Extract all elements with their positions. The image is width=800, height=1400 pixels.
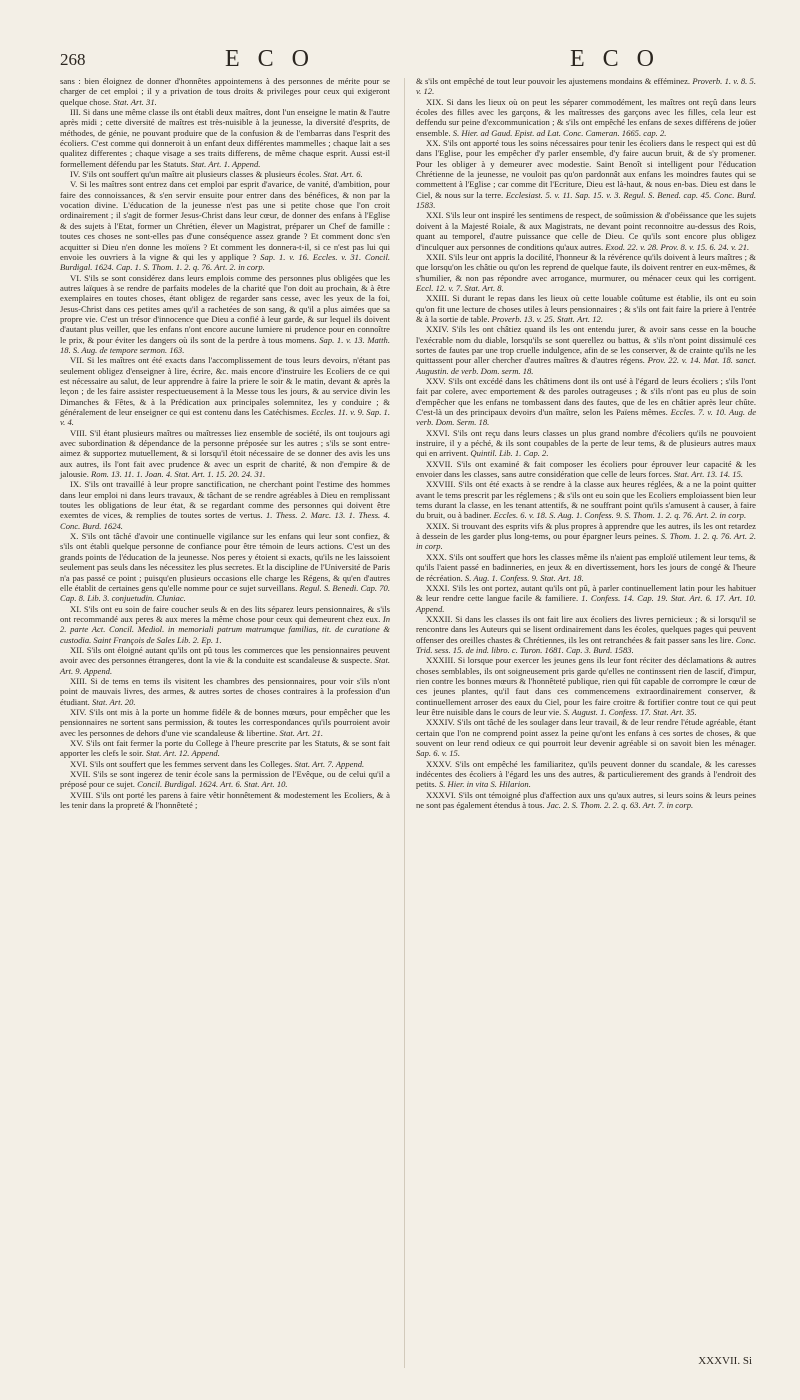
article-paragraph [416,428,756,459]
article-citation: Conc. Trid. sess. 15. de ind. libro. c. Turon. 1681. Cap. 3. Burd. 1583. [416,634,756,655]
article-paragraph [60,707,390,738]
column-divider [404,78,405,1368]
article-citation: Stat. Art. 6. [323,169,363,180]
article-text: XXX. S'ils ont souffert que hors les classes même ils n'aient pas emploïé utilement leur tems, & qu'ils l'aient passé en badinneries, en jeux & en divertissement, hors les jours de congé & l'heure de récréation. [416,551,756,583]
article-text: VII. Si les maîtres ont été exacts dans l'accomplissement de tous leurs devoirs, n'étant pas seulement obligez d'enseigner à lire, écrire, &c. mais encore d'instruire les Ecoliers de ce qui est nécessaire au salut, de leur apprendre à faire la priere le soir & le matin, devant & après la leçon ; de les faire assister respectueusement à la Messe tous les jours, & au service divin les Dimanches & Fêtes, & à la Prédication aux principales solemnitez, les y conduire ; & généralement de leur enseigner ce qui est contenu dans les Catéchismes. [60,355,390,417]
right-column [416,76,756,810]
article-text: XVIII. S'ils ont porté les parens à faire vêtir honnêtement & modestement les Ecoliers, & à les tenir dans la propreté & l'honnêteté ; [60,789,390,811]
article-text: XXI. S'ils leur ont inspiré les sentimens de respect, de soûmission & d'obéissance que les sujets doivent à la Majesté Roiale, & aux Magistrats, ne devant point reconnoitre au-dessus des Rois, quant au temporel, d'autre puissance que celle de Dieu. Ce qu'ils sont encore plus obligez d'inculquer aux personnes de conditions qu'aux autres. [416,210,756,252]
article-text: XXXIII. Si lorsque pour exercer les jeunes gens ils leur font réciter des déclamations & autres choses semblables, ils ont soigneusement pris garde qu'elles ne continssent rien de lascif, d'impur, rien contre les bonnes mœurs & l'honnêteté publique, rien qui fût capable de corrompre le cœur de ces jeunes plantes, qu'il faut dans ces commencemens extraordinairement conserver, & continuellement arroser des eaux du Ciel, pour les faire croitre & fortifier contre tout ce qui peut leur être nuisible dans le cours de leur vie. [416,655,756,717]
article-paragraph [60,76,390,107]
article-citation: Eccl. 12. v. 7. Stat. Art. 8. [416,282,504,293]
article-citation: 1. Thess. 2. Marc. 13. 1. Thess. 4. Conc. Burd. 1624. [60,510,390,531]
article-citation: Proverb. 1. v. 8. 5. v. 12. [416,76,757,97]
article-citation: Regul. S. Benedi. Cap. 70. Cap. 8. Lib. 3. conjuetudin. Cluniac. [60,582,390,604]
left-column [60,76,390,810]
article-paragraph [60,479,390,531]
article-text: & s'ils ont empêché de tout leur pouvoir les ajustemens mondains & efféminez. [416,76,691,86]
article-paragraph [416,717,756,758]
article-citation: Stat. Art. 7. Append. [294,758,365,769]
article-paragraph [416,479,756,520]
article-paragraph [60,107,390,169]
article-text: XV. S'ils ont fait fermer la porte du College à l'heure prescrite par les Statuts, & se sont fait apporter les clefs le soir. [60,738,390,759]
article-paragraph [416,252,756,293]
article-citation: Prov. 22. v. 14. Mat. 18. sanct. Augustin. de verb. Dom. serm. 18. [416,355,756,376]
article-paragraph [60,531,390,603]
article-text: XII. S'ils ont éloigné autant qu'ils ont pû tous les commerces que les pensionnaires peuvent avoir avec des personnes étrangeres, dont la vie & la conduite est scandaleuse & suspecte. [60,644,390,666]
article-paragraph [416,655,756,717]
running-head-left: E C O [225,46,315,72]
article-paragraph [416,790,756,811]
article-text: XXXII. Si dans les classes ils ont fait lire aux écoliers des livres pernicieux ; & si lorsqu'il se rencontre dans les Auteurs qui se lisent ordinairement dans les écoles, quelques pages qui peuvent offenser des oreilles chastes & Chrétiennes, ils les ont retranchées & fait passer sans les lire. [416,613,756,645]
article-text: XIX. Si dans les lieux où on peut les séparer commodément, les maîtres ont reçû dans leurs écoles des filles avec les garçons, & les maîtresses des garçons avec les filles, cela leur est deffendu sur peine d'excommunication ; & s'ils ont empêché les enfans de sexes différens de joüer ensemble. [416,96,756,138]
article-text: XVII. S'ils se sont ingerez de tenir école sans la permission de l'Evêque, ou de celui qu'il a préposé pour ce sujet. [60,769,390,790]
article-text: V. Si les maîtres sont entrez dans cet emploi par esprit d'avarice, de vanité, d'ambition, pour faire des connoissances, & s'en servir ensuite pour entrer dans des bénéfices, & non par la vocation divine. L'éducation de la jeunesse n'est pas une si petite chose que l'on croit ordinairement ; il s'agit de former Jesus-Christ dans leur cœur, de donner des enfans à l'Eglise & des sujets à l'Etat, former un Chrétien, élever un Magistrat, préparer un Chef de famille : toutes ces choses ne sont-elles pas d'une conséquence assez grande ? Et comment donc s'en acquitter si Dieu n'en donne les moïens ? Et comment les donnera-t-il, si ce n'est pas lui qui envoie les ouvriers à la vigne & qui les y applique ? [60,179,390,262]
article-text: XXXI. S'ils les ont portez, autant qu'ils ont pû, à parler continuellement latin pour les habituer & leur rendre cette langue facile & familiere. [416,582,756,604]
article-citation: Sap. 6. v. 15. [416,748,460,759]
article-citation: Jac. 2. S. Thom. 2. 2. q. 63. Art. 7. in corp. [546,800,694,811]
article-text: XXXV. S'ils ont empêché les familiaritez, qu'ils peuvent donner du scandale, & les caresses indécentes des écoliers à l'égard les uns des autres, & particulierement des grands à l'endroit des petits. [416,758,756,790]
article-text: XXII. S'ils leur ont appris la docilité, l'honneur & la révérence qu'ils doivent à leurs maîtres ; & que lorsqu'on les châtie ou qu'on les reprend de quelque faute, ils doivent rentrer en eux-mêmes, & s'humilier, & non pas répondre avec arrogance, murmurer, ou ménacer ceux qui les corrigent. [416,251,756,283]
article-paragraph [60,676,390,707]
article-paragraph [416,138,756,210]
article-text: X. S'ils ont tâché d'avoir une continuelle vigilance sur les enfans qui leur sont confiez, & s'ils ont établi quelque personne de confiance pour être témoin de leurs actions. C'est un des grands points de l'éducation de la jeunesse. Nos peres y étoient si exacts, qu'ils ne les laissoient seulement pas seuls dans les nécessitez les plus secretes. Et la discipline de l'Université de Paris n'a pas passé ce point ; puisqu'en plusieurs occasions elle charge les Régens, & qu'en d'autres elle établit de certaines gens qu'elle nomme pour ce sujet surveillans. [60,531,390,593]
article-citation: 1. Confess. 14. Cap. 19. Stat. Art. 6. 17. Art. 10. Append. [416,593,756,614]
article-citation: Proverb. 13. v. 25. Statt. Art. 12. [491,313,603,324]
article-text: XVI. S'ils ont souffert que les femmes servent dans les Colleges. [70,758,293,769]
article-citation: Stat. Art. 9. Append. [60,655,390,676]
article-citation: Eccles. 7. v. 10. Aug. de verb. Dom. Serm. 18. [416,407,757,428]
article-text: XI. S'ils ont eu soin de faire coucher seuls & en des lits séparez leurs pensionnaires, & s'ils ont recommandé aux peres & aux meres la même chose pour ceux qui demeurent chez eux. [60,603,390,624]
article-paragraph [60,769,390,790]
article-citation: Exod. 22. v. 28. Prov. 8. v. 15. 6. 24. v. 21. [605,241,750,252]
article-citation: S. August. 1. Confess. 17. Stat. Art. 35. [563,706,697,717]
article-citation: S. Thom. 1. 2. q. 76. Art. 2. in corp. [416,531,756,552]
article-paragraph [60,790,390,811]
article-paragraph [416,759,756,790]
article-paragraph [416,459,756,480]
article-citation: Stat. Art. 12. Append. [145,748,220,759]
article-text: XX. S'ils ont apporté tous les soins nécessaires pour tenir les écoliers dans le respect qui est dû dans l'Eglise, pour les empêcher d'y parler ensemble, d'y faire aucun bruit, & de s'y promener. Pour les obliger à y demeurer avec modestie. Saint Benoît si intelligent pour l'éducation Chrétienne de la jeunesse, ne vouloit pas qu'on pardonnât aux enfans les moindres fautes qui se commettent à l'Eglise ; car comme dit l'Ecriture, Dieu est là-haut, & nous en-bas. Dieu est dans le Ciel, & nous sur la terre. [416,138,756,200]
article-paragraph [60,179,390,272]
article-paragraph [416,97,756,138]
article-citation: S. Hier. in vita S. Hilarion. [438,779,531,790]
article-text: XXVI. S'ils ont reçu dans leurs classes un plus grand nombre d'écoliers qu'ils ne pouvoient instruire, il y a péché, & ils sont coupables de la perte de leur tems, & de plusieurs autres maux qui en arrivent. [416,427,756,459]
article-citation: Eccles. 11. v. 9. Sap. 1. v. 4. [60,407,390,428]
article-text: XXIX. Si trouvant des esprits vifs & plus propres à apprendre que les autres, ils les ont retardez à dessein de les garder plus long-tems, ou pour épargner leurs peines. [416,520,756,542]
article-paragraph [60,169,390,179]
article-citation: Concil. Burdigal. 1624. Art. 6. Stat. Art. 10. [137,779,288,790]
article-paragraph [60,604,390,645]
article-citation: Eccles. 6. v. 18. S. Aug. 1. Confess. 9. S. Thom. 1. 2. q. 76. Art. 2. in corp. [493,510,747,521]
article-paragraph [416,376,756,428]
article-citation: Ecclesiast. 5. v. 11. Sap. 15. v. 3. Regul. S. Bened. cap. 45. Conc. Burd. 1583. [416,189,756,211]
article-text: XXXIV. S'ils ont tâché de les soulager dans leur travail, & de leur rendre l'étude agréable, étant certain que l'on ne comprend point assez la peine qu'ont les enfans à ces sortes de choses, & que souvent on leur rend odieux ce qui pourroit leur devenir agréable si on savoit bien les ménager. [416,717,756,748]
article-citation: Quintil. Lib. 1. Cap. 2. [470,448,549,459]
article-text: VIII. S'il étant plusieurs maîtres ou maîtresses liez ensemble de société, ils ont toujours agi avec subordination & dépendance de la personne préposée sur les autres ; s'ils se sont entre-aimez & supportez mutuellement, & si lorsqu'il étoit nécessaire de se donner des avis les uns aux autres, ils l'ont fait avec prudence & avec un esprit de charité, & non d'empire & de jalousie. [60,427,390,480]
article-paragraph [416,521,756,552]
article-text: VI. S'ils se sont considérez dans leurs emplois comme des personnes plus obligées que les autres laïques à se rendre de parfaits modeles de la charité que l'on doit au prochain, & à être exemplaires en toutes choses, étant obligez de regarder sans cesse, avec les yeux de la foi, Jesus-Christ dans ces petites ames qu'il a rachetées de son sang, & qu'il a plus aimées que sa propre vie. C'est un trésor d'innocence que Dieu a confié à leur garde, & sur lequel ils doivent d'autant plus veiller, que les enfans n'ont encore aucune lumiere ni prudence pour en connoître le prix, & pour éviter les dangers où ils sont de la perdre à tous momens. [60,272,390,345]
article-text: XXIII. Si durant le repas dans les lieux où cette louable coûtume est établie, ils ont eu soin qu'on fit une lecture de choses utiles à leurs pensionnaires ; & s'ils ont fait faire la priere à l'entrée & à la sortie de table. [416,293,756,324]
article-paragraph [416,583,756,614]
article-citation: Stat. Art. 1. Append. [190,158,261,169]
article-paragraph [60,645,390,676]
article-paragraph [416,552,756,583]
article-citation: Rom. 13. 11. 1. Joan. 4. Stat. Art. 1. 15. 20. 24. 31. [91,469,266,480]
article-text: XIII. Si de tems en tems ils visitent les chambres des pensionnaires, pour voir s'ils n'ont point de mauvais livres, des armes, & autres sortes de choses contraires à la profession d'un étudiant. [60,675,390,707]
article-paragraph [60,355,390,427]
article-text: XIV. S'ils ont mis à la porte un homme fidéle & de bonnes mœurs, pour empêcher que les pensionnaires ne sortent sans permission, & toutes les correspondances qu'ils pourroient avoir avec les personnes de dehors d'une vie scandaleuse & libertine. [60,706,390,738]
article-paragraph [416,210,756,251]
article-citation: In 2. parte Act. Concil. Mediol. in memoriali patrum matrumque familias, tit. de curatione & custodia. Saint François de Sales Lib. 2. Ep. 1. [60,613,390,645]
page-number: 268 [60,50,86,69]
article-text: XXVII. S'ils ont examiné & fait composer les écoliers pour éprouver leur capacité & les envoier dans les classes, sans autre considération que celle de leurs forces. [416,458,756,480]
article-citation: S. Aug. 1. Confess. 9. Stat. Art. 18. [464,572,584,583]
article-text: sans : bien éloignez de donner d'honnêtes appointemens à des personnes de mérite pour se charger de cet emploi ; il y a privation de tous droits & privileges pour ceux qui exigeront quelque chose. [60,76,390,107]
article-text: IX. S'ils ont travaillé à leur propre sanctification, ne cherchant point l'estime des hommes dans leur emploi ni dans leurs travaux, & tâchant de se rendre agréables à Dieu en remplissant toutes les obligations de leur état, & se regardant comme des personnes qui doivent être exemtes de vices, & remplies de toutes sortes de vertus. [60,479,390,521]
article-paragraph [416,293,756,324]
article-text: IV. S'ils ont souffert qu'un maître ait plusieurs classes & plusieurs écoles. [70,169,322,180]
article-citation: Sap. 1. v. 13. Matth. 18. S. Aug. de tempore sermon. 163. [60,334,390,355]
article-citation: Stat. Art. 20. [92,696,136,707]
article-citation: Stat. Art. 21. [279,727,323,738]
running-head-right: E C O [570,46,660,72]
article-paragraph [416,614,756,655]
article-citation: Stat. Art. 13. 14. 15. [673,469,744,480]
article-paragraph [60,428,390,480]
article-citation: Sap. 1. v. 16. Eccles. v. 31. Concil. Burdigal. 1624. Cap. 1. S. Thom. 1. 2. q. 76. Art. 2. in corp. [60,251,390,273]
article-paragraph [60,759,390,769]
article-paragraph [60,273,390,356]
article-text: III. Si dans une même classe ils ont établi deux maîtres, dont l'un enseigne le matin & l'autre après midi ; cette diversité de maîtres est très-nuisible à la jeunesse, la diversité d'esprits, de méthodes, de génie, ne pouvant produire que de la confusion & de l'embarras dans l'esprit des écoliers. C'est comme qui donneroit à un enfant deux différentes mammelles ; chaque lait a ses qualitez differentes ; chaque visage a ses traits differens, de même chaque esprit. Aussi est-il formellement défendu par les Statuts. [60,107,390,169]
article-text: XXVIII. S'ils ont été exacts à se rendre à la classe aux heures réglées, & a ne la point quitter avant le tems prescrit par les réglemens ; & s'ils ont eu soin que les Ecoliers emploiassent bien leur tems durant la classe, en les tenant attentifs, & ne souffrant point qu'ils s'amusent à causer, à faire du bruit, ou à badiner. [416,479,756,521]
article-citation: Stat. Art. 31. [113,96,157,107]
article-citation: S. Hier. ad Gaud. Epist. ad Lat. Conc. Cameran. 1665. cap. 2. [452,127,667,138]
catchword: XXXVII. Si [698,1355,752,1367]
article-paragraph [416,76,756,97]
article-paragraph [60,738,390,759]
article-text: XXIV. S'ils les ont châtiez quand ils les ont entendu jurer, & avoir sans cesse en la bouche l'exécrable nom du diable, lorsqu'ils se sont querellez ou battus, & s'ils n'ont point dissimulé ces sortes de fautes par une trop cruelle indulgence, afin de se les conserver, & de crainte qu'ils ne les quittassent pour aller chercher d'autres maîtres & d'autres régens. [416,324,756,366]
article-paragraph [416,324,756,376]
article-text: XXV. S'ils ont excédé dans les châtimens dont ils ont usé à l'égard de leurs écoliers ; s'ils l'ont fait par colere, avec emportement & des paroles outrageuses ; & s'ils n'ont pas eu plus de soin d'empêcher que les enfans ne tombassent dans des fautes, que de les en châtier après leur chûte. C'est-là un des principaux devoirs d'un maître, selon les Païens mêmes. [416,375,756,417]
article-text: XXXVI. S'ils ont témoigné plus d'affection aux uns qu'aux autres, si leurs soins & leurs peines ne sont pas également étendus à tous. [416,789,756,811]
